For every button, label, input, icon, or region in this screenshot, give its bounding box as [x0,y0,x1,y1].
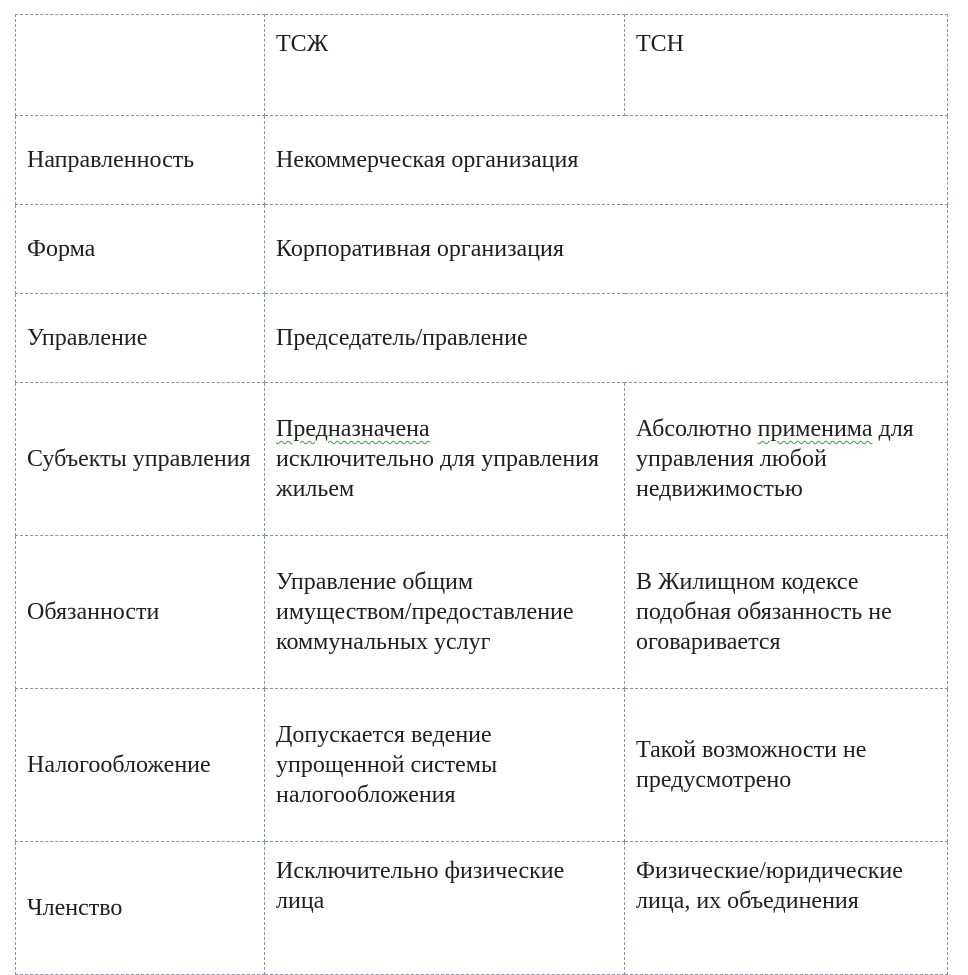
row-label: Субъекты управления [16,383,265,536]
header-row [16,15,948,116]
tsj-value: Управление общим имуществом/предоставление коммунальных услуг [265,536,625,689]
shared-value: Некоммерческая организация [265,116,948,205]
table-row [16,294,948,383]
tsj-value: Исключительно физические лица [265,842,625,975]
table-row [16,842,948,975]
row-label: Форма [16,205,265,294]
table-row [16,383,948,536]
header-empty-cell [16,15,265,116]
table-row [16,205,948,294]
row-label: Обязанности [16,536,265,689]
tsn-value: Физические/юридические лица, их объединения [625,842,948,975]
row-label: Членство [16,842,265,975]
header-tsj: ТСЖ [265,15,625,116]
shared-value: Председатель/правление [265,294,948,383]
shared-value: Корпоративная организация [265,205,948,294]
spellcheck-word: применима [757,416,873,442]
tsn-value: Такой возможности не предусмотрено [625,689,948,842]
spellcheck-word: Предназначена [276,416,430,442]
tsj-text: исключительно для управления жильем [276,446,600,502]
header-tsn: ТСН [625,15,948,116]
tsj-value [265,383,625,536]
comparison-table [15,14,948,975]
tsn-text: Абсолютно [636,416,758,442]
tsj-value: Допускается ведение упрощенной системы налогообложения [265,689,625,842]
tsn-value [625,383,948,536]
table-row [16,536,948,689]
table-row [16,689,948,842]
table-row [16,116,948,205]
row-label: Направленность [16,116,265,205]
row-label: Управление [16,294,265,383]
tsn-text: для управления любой недвижимостью [636,416,914,502]
row-label: Налогообложение [16,689,265,842]
tsn-value: В Жилищном кодексе подобная обязанность не оговаривается [625,536,948,689]
